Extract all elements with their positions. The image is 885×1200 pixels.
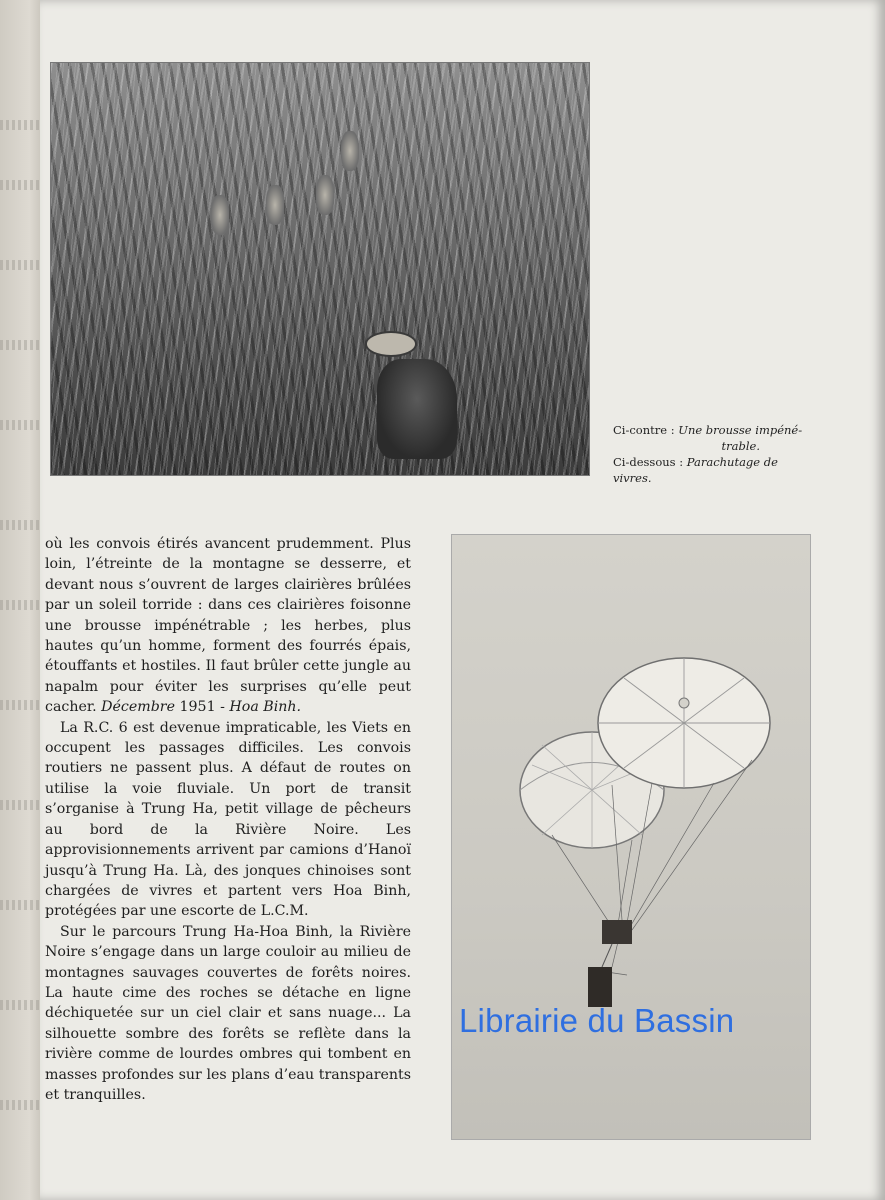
supply-crate-lower [588, 967, 612, 1007]
book-page [40, 0, 885, 1200]
caption-label-below: Ci-dessous : [613, 455, 684, 469]
caption-label-left: Ci-contre : [613, 423, 675, 437]
photo-caption [613, 422, 818, 486]
previous-page-edge [0, 0, 42, 1200]
date-month: Décembre [101, 699, 175, 716]
caption-text-below: Parachutage de vivres. [613, 455, 778, 485]
soldier-hat [367, 333, 415, 355]
parachute-photo [451, 534, 811, 1140]
watermark-text: Librairie du Bassin [459, 1002, 735, 1039]
date-place: Hoa Binh. [229, 699, 302, 716]
soldier-figure [377, 359, 457, 459]
caption-text-left: Une brousse impéné- [678, 423, 803, 437]
paragraph-3: Sur le parcours Trung Ha-Hoa Binh, la Rivière Noire s’engage dans un large couloir au milieu de montagnes sauvages couvertes de forêts noires. La haute cime des roches se détache en ligne déchiquetée sur un ciel clair et sans nuage... La silhouette sombre des forêts se reflète dans la rivière comme de lourdes ombres qui tombent en masses profondes sur les plans d’eau transparents et tranquilles. [45, 923, 411, 1103]
supply-crate-upper [602, 920, 632, 944]
paragraph-1-text: où les convois étirés avancent prudemment. Plus loin, l’étreinte de la montagne se desserre, et devant nous s’ouvrent de larges clairières brûlées par un soleil torride : dans ces clairières foisonne une brousse impénétrable ; les herbes, plus hautes qu’un homme, forment des fourrés épais, étouffants et hostiles. Il faut brûler cette jungle au napalm pour éviter les surprises qu’elle peut cacher. [45, 536, 411, 716]
parachute-front [598, 658, 770, 788]
paragraph-2: La R.C. 6 est devenue impraticable, les Viets en occupent les passages difficiles. Les convois routiers ne passent plus. A défaut de routes on utilise la voie fluviale. Un port de transit s’organise à Trung Ha, petit village de pêcheurs au bord de la Rivière Noire. Les approvisionnements arrivent par camions d’Hanoï jusqu’à Trung Ha. Là, des jonques chinoises sont chargées de vivres et partent vers Hoa Binh, protégées par une escorte de L.C.M. [45, 719, 411, 920]
date-year: 1951 - [179, 699, 225, 716]
paragraph-1 [45, 534, 411, 718]
caption-text-left-cont: trable. [721, 439, 760, 453]
brush-photo [50, 62, 590, 476]
article-body [45, 534, 411, 1105]
parachute-drop-illustration [452, 535, 810, 1139]
